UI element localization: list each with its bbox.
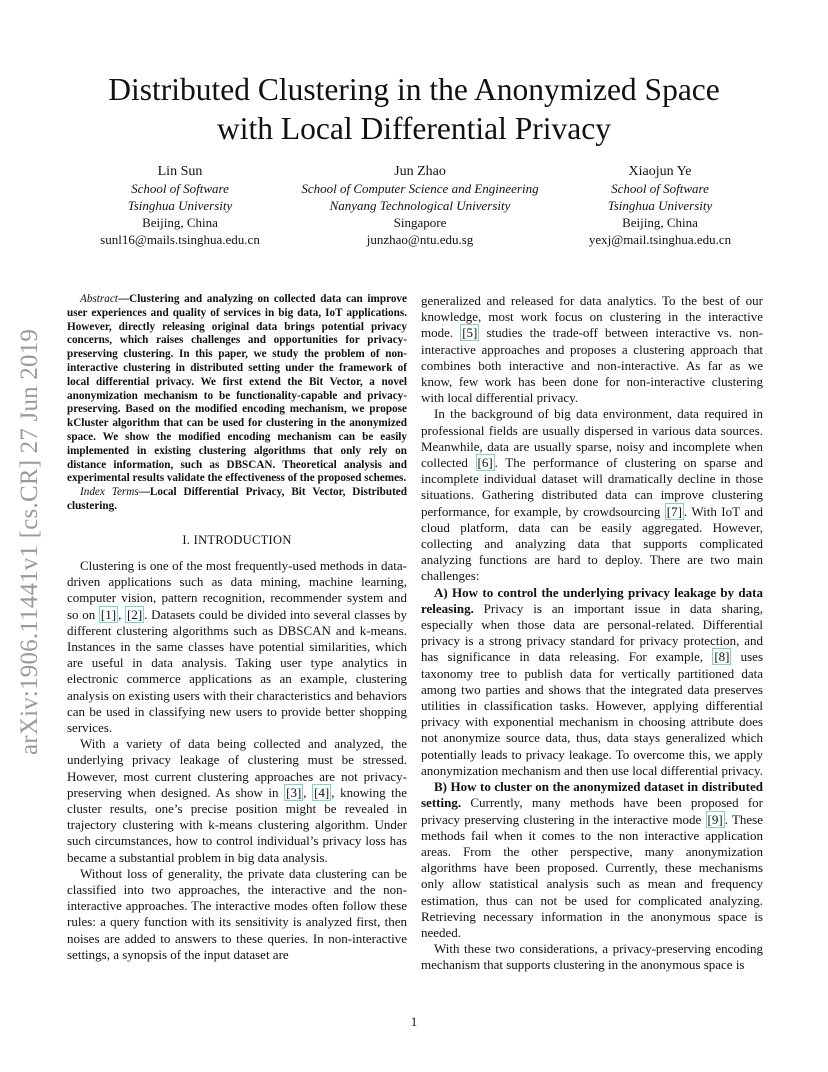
challenge-b-heading: B) How to cluster on the anonymized dataset in distributed setting. <box>421 779 763 811</box>
paragraph-text: generalized and released for data analytics. To the best of our knowledge, most work focus on clustering in the interactive mode. <box>421 293 763 341</box>
index-terms-label: Index Terms <box>80 486 139 499</box>
section-heading: I. INTRODUCTION <box>182 532 292 547</box>
paragraph: With these two considerations, a privacy-preserving encoding mechanism that supports clustering in the anonymous space is <box>421 941 763 973</box>
paragraph-text: studies the trade-off between interactive vs. non-interactive approaches and proposes a clustering approach that combines both interactive and non-interactive. As far as we know, few work has been done for non-interactive clustering with local differential privacy. <box>421 325 763 406</box>
citation-link[interactable]: [4] <box>314 784 330 800</box>
citation-link[interactable]: [2] <box>126 606 143 622</box>
author-name: Xiaojun Ye <box>628 164 692 179</box>
abstract-text: —Clustering and analyzing on collected data can improve user experiences and quality of services in big data, IoT applications. However, directly releasing original data brings potential privacy concerns, which raises challenges and opportunities for privacy-preserving clustering. In this paper, we study the problem of non-interactive clustering in distributed setting under the framework of local differential privacy. We first extend the Bit Vector, a novel anonymization mechanism to be functionality-capable and privacy-preserving. Based on the modified encoding mechanism, we propose kCluster algorithm that can be used for clustering in the anonymized space. We show the modified encoding mechanism can be easily implemented in existing clustering algorithms that only rely on distance information, such as DBSCAN. Theoretical analysis and experimental results validate the effectiveness of the proposed schemes. <box>67 293 407 485</box>
title-line-2: with Local Differential Privacy <box>217 111 611 146</box>
citation-link[interactable]: [1] <box>100 606 117 622</box>
left-column <box>67 293 407 963</box>
citation-link[interactable]: [8] <box>714 649 730 665</box>
page-number: 1 <box>410 1014 418 1029</box>
abstract <box>67 293 407 486</box>
author-affiliation-university: Tsinghua University <box>127 198 233 213</box>
paragraph <box>421 293 763 406</box>
title-line-1: Distributed Clustering in the Anonymized Space <box>108 72 720 107</box>
paragraph-text: With a variety of data being collected and analyzed, the underlying privacy leakage of clustering must be stressed. However, most current clustering approaches are not privacy-preserving when designed. As show in <box>67 736 407 800</box>
author-affiliation-school: School of Software <box>131 181 229 196</box>
citation-link[interactable]: [9] <box>707 811 723 827</box>
challenge-a-heading: A) How to control the underlying privacy leakage by data releasing. <box>421 584 763 616</box>
paragraph <box>421 406 763 584</box>
index-terms-text: —Local Differential Privacy, Bit Vector, Distributed clustering. <box>67 486 407 512</box>
author-affiliation-school: School of Computer Science and Engineering <box>301 181 539 196</box>
author-email[interactable]: yexj@mail.tsinghua.edu.cn <box>588 232 732 247</box>
author-email[interactable]: sunl16@mails.tsinghua.edu.cn <box>100 232 260 247</box>
arxiv-stamp: arXiv:1906.11441v1 [cs.CR] 27 Jun 2019 <box>16 328 43 755</box>
author-email[interactable]: junzhao@ntu.edu.sg <box>366 232 474 247</box>
paragraph <box>421 585 763 779</box>
right-column <box>421 293 763 974</box>
author-block-2 <box>275 163 565 248</box>
paragraph-text: , <box>303 784 313 800</box>
author-affiliation-school: School of Software <box>611 181 709 196</box>
paragraph <box>67 558 407 736</box>
paragraph <box>67 736 407 866</box>
paragraph-text: . With IoT and cloud platform, data can be easily aggregated. However, collecting and analyzing data that supports complicated analyzing functions are hard to deploy. There are two main challenges: <box>421 503 763 584</box>
author-affiliation-university: Tsinghua University <box>607 198 713 213</box>
citation-link[interactable]: [3] <box>286 784 302 800</box>
author-location: Beijing, China <box>622 215 698 230</box>
author-affiliation-university: Nanyang Technological University <box>329 198 511 213</box>
paragraph-text: In the background of big data environment, data required in professional fields are usually dispersed in various data sources. Meanwhile, data are usually sparse, noisy and incomplete when collected <box>421 406 763 471</box>
paragraph-text: Currently, many methods have been proposed for privacy preserving clustering in the interactive mode <box>421 795 763 827</box>
paper-title <box>40 70 788 148</box>
index-terms <box>67 486 407 514</box>
paragraph-text: . Datasets could be divided into several classes by different clustering algorithms such as DBSCAN and k-means. Instances in the same classes have potential similarities, which are useful in data analysis. Taking user type analytics in electronic commerce applications as an example, clustering analysis on existing users with their characteristics and behaviors can be used in classifying new users to provide better shopping services. <box>67 606 408 735</box>
author-name: Lin Sun <box>157 164 203 179</box>
paragraph-text: , knowing the cluster results, one’s precise position might be revealed in trajectory clustering with k-means clustering algorithm. Under such circumstances, how to control individual’s privacy loss has became a substantial problem in big data analysis. <box>67 784 408 865</box>
author-block-3 <box>565 163 755 248</box>
paragraph-text: Privacy is an important issue in data sharing, especially when those data are personal-related. Differential privacy is a strong privacy standard for privacy protection, and has significance in data releasing. For example, <box>421 600 763 665</box>
paragraph <box>421 779 763 941</box>
author-location: Singapore <box>393 215 447 230</box>
author-location: Beijing, China <box>142 215 218 230</box>
paragraph: Without loss of generality, the private data clustering can be classified into two approaches, the interactive and the non-interactive approaches. The interactive modes often follow these rules: a query function with its sensitivity is analyzed first, then noises are added to answers to these queries. In non-interactive settings, a synopsis of the input dataset are <box>67 865 407 962</box>
author-name: Jun Zhao <box>394 164 446 179</box>
paragraph-text: . These methods fail when it comes to the non interactive application areas. From the other perspective, many anonymization algorithms have been proposed. Currently, these mechanisms only allow statistical analysis such as mean and frequency estimation, thus can not be used for complicated analyzing. Retrieving necessary information in the anonymous space is needed. <box>421 811 763 940</box>
citation-link[interactable]: [5] <box>462 325 478 341</box>
abstract-label: Abstract <box>80 293 118 305</box>
citation-link[interactable]: [7] <box>666 503 682 519</box>
author-block-1 <box>80 163 280 248</box>
paragraph-text: uses taxonomy tree to publish data for vertically partitioned data among two parties and shows that the integrated data preserves utilities in classification tasks. However, applying differential privacy with exponential mechanism in choosing attribute does not anonymize source data, thus, data stays generalized which potentially leads to privacy leakage. To overcome this, we apply anonymization mechanism and then use local differential privacy. <box>421 649 763 778</box>
citation-link[interactable]: [6] <box>477 455 493 471</box>
paragraph-text: . The performance of clustering on sparse and incomplete individual dataset will dramatically decline in those situations. Gathering distributed data can improve clustering performance, for example, by crowdsourcing <box>421 455 763 519</box>
paragraph-text: Clustering is one of the most frequently-used methods in data-driven applications such as data mining, machine learning, computer vision, pattern recognition, recommender system and so on <box>67 557 407 622</box>
paragraph-text: , <box>118 606 125 622</box>
